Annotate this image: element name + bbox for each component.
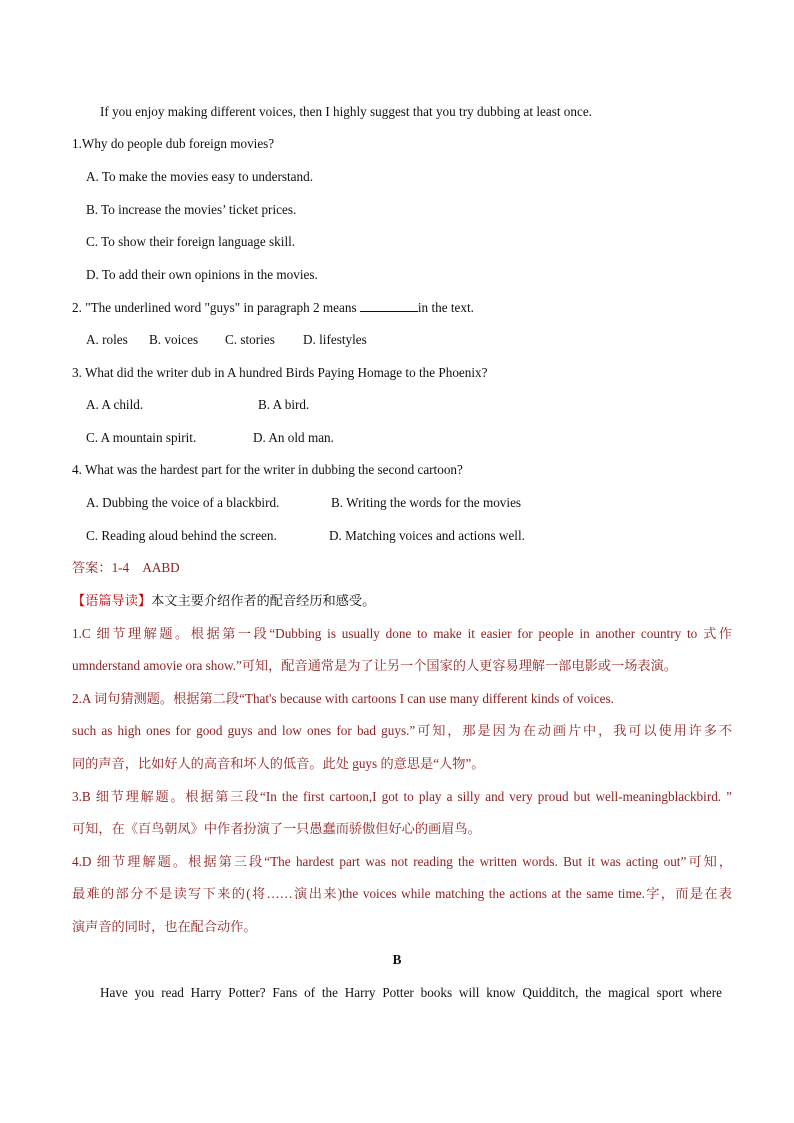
question-2-option-a: A. roles [86,332,128,347]
question-4-option-c: C. Reading aloud behind the screen. [86,528,277,543]
explanation-4-line-2: 最难的部分不是读写下来的(将……演出来)the voices while matching the actions at the same time.字，而是在表 [72,886,732,901]
guide-text: 本文主要介绍作者的配音经历和感受。 [151,593,376,608]
answer-blank [360,298,418,312]
question-2-option-b: B. voices [149,332,199,347]
question-3-option-a: A. A child. [86,397,144,412]
answer-key [72,559,732,577]
explanation-1-line-1: 1.C 细节理解题。根据第一段“Dubbing is usually done to make it easier for people in another country to 式作 [72,626,732,641]
question-1-option-d: D. To add their own opinions in the movies. [86,267,318,282]
question-2-option-c: C. stories [225,332,275,347]
question-4-stem: 4. What was the hardest part for the writer in dubbing the second cartoon? [72,462,463,477]
question-2-stem-after: in the text. [417,300,474,315]
passage-closing-sentence: If you enjoy making different voices, then I highly suggest that you try dubbing at least once. [100,104,592,119]
explanation-3-line-2: 可知，在《百鸟朝凤》中作者扮演了一只愚蠢而骄傲但好心的画眉鸟。 [72,821,481,836]
explanation-2-line-2: such as high ones for good guys and low ones for bad guys.”可知，那是因为在动画片中，我可以使用许多不 [72,723,732,738]
explanation-4-line-3: 演声音的同时，也在配合动作。 [72,919,257,934]
explanation-1-line-2: umnderstand amovie ora show.”可知，配音通常是为了让另一个国家的人更容易理解一部电影或一场表演。 [72,658,677,673]
question-1-stem: 1.Why do people dub foreign movies? [72,136,275,151]
question-3-stem: 3. What did the writer dub in A hundred Birds Paying Homage to the Phoenix? [72,365,488,380]
answer-value: 1-4 AABD [111,560,180,575]
question-2-stem-before: 2. "The underlined word "guys" in paragraph 2 means [72,300,360,315]
guide-tag: 【语篇导读】 [72,593,152,608]
question-3-option-b: B. A bird. [258,397,310,412]
explanation-4-line-1: 4.D 细节理解题。根据第三段“The hardest part was not reading the written words. But it was acting out”可知， [72,854,732,869]
question-1-option-a: A. To make the movies easy to understand. [86,169,314,184]
question-3-option-d: D. An old man. [253,430,334,445]
section-b-first-line: Have you read Harry Potter? Fans of the Harry Potter books will know Quidditch, the magical sport where [100,985,722,1000]
question-4-option-a: A. Dubbing the voice of a blackbird. [86,495,280,510]
question-2-stem [72,298,732,317]
section-b-heading: B [392,952,402,967]
explanation-3-line-1: 3.B 细节理解题。根据第三段“In the first cartoon,I got to play a silly and very proud but well-meaningblackbird. ” [72,789,732,804]
question-2-option-d: D. lifestyles [303,332,367,347]
explanation-2-line-1: 2.A 词句猜测题。根据第二段“That's because with cartoons I can use many different kinds of voices. [72,691,614,706]
question-3-option-c: C. A mountain spirit. [86,430,197,445]
answer-label: 答案： [72,560,112,575]
question-4-option-d: D. Matching voices and actions well. [329,528,525,543]
passage-guide [72,592,732,610]
question-1-option-b: B. To increase the movies’ ticket prices. [86,202,297,217]
question-4-option-b: B. Writing the words for the movies [331,495,522,510]
question-1-option-c: C. To show their foreign language skill. [86,234,296,249]
explanation-2-line-3: 同的声音，比如好人的高音和坏人的低音。此处 guys 的意思是“人物”。 [72,756,485,771]
